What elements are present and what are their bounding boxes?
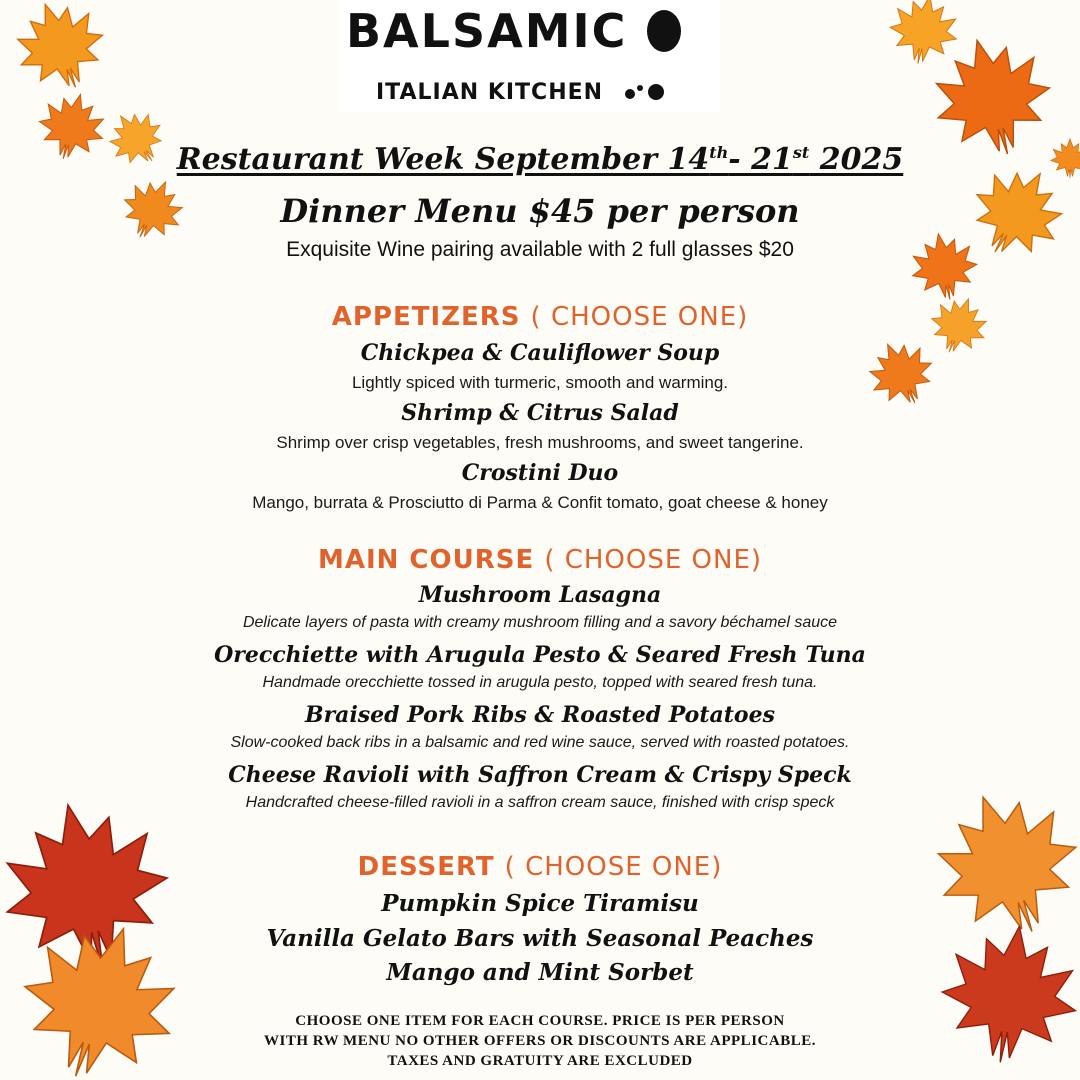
olive-icon [620, 81, 674, 101]
wine-pairing-line: Exquisite Wine pairing available with 2 full glasses $20 [286, 238, 794, 261]
olive-icon [645, 5, 683, 53]
appetizers-heading: APPETIZERS ( CHOOSE ONE) [331, 302, 749, 332]
maple-leaf-icon [10, 0, 110, 90]
menu-item-desc: Handcrafted cheese-filled ravioli in a saffron cream sauce, finished with crisp speck [245, 794, 835, 811]
menu-item-desc: Delicate layers of pasta with creamy mushroom filling and a savory béchamel sauce [242, 614, 838, 631]
footer-line: CHOOSE ONE ITEM FOR EACH COURSE. PRICE IS PER PERSON [295, 1013, 785, 1029]
menu-item-name: Orecchiette with Arugula Pesto & Seared Fresh Tuna [214, 642, 866, 668]
menu-item-name: Crostini Duo [461, 460, 619, 486]
menu-item-name: Mango and Mint Sorbet [386, 959, 694, 986]
footer-note [0, 1011, 1080, 1071]
footer-line: WITH RW MENU NO OTHER OFFERS OR DISCOUNTS ARE APPLICABLE. [264, 1033, 816, 1049]
page-title: Restaurant Week September 14th- 21st 2025 [176, 142, 904, 177]
menu-item-name: Shrimp & Citrus Salad [401, 400, 679, 426]
menu-item-desc: Slow-cooked back ribs in a balsamic and red wine sauce, served with roasted potatoes. [230, 734, 850, 751]
maple-leaf-icon [932, 36, 1052, 156]
price-line: Dinner Menu $45 per person [280, 192, 800, 230]
footer-line: TAXES AND GRATUITY ARE EXCLUDED [387, 1053, 693, 1069]
menu-item-name: Pumpkin Spice Tiramisu [381, 890, 699, 917]
menu-item-desc: Lightly spiced with turmeric, smooth and warming. [351, 373, 729, 392]
menu-item-name: Vanilla Gelato Bars with Seasonal Peaches [266, 925, 814, 952]
menu-item-name: Cheese Ravioli with Saffron Cream & Crispy Speck [228, 762, 852, 788]
brand-name: BALSAMIC [346, 4, 683, 58]
menu-item-name: Braised Pork Ribs & Roasted Potatoes [305, 702, 775, 728]
main-course-heading: MAIN COURSE ( CHOOSE ONE) [317, 545, 763, 575]
menu-item-desc: Shrimp over crisp vegetables, fresh mushrooms, and sweet tangerine. [276, 433, 804, 452]
menu-item-desc: Mango, burrata & Prosciutto di Parma & Confit tomato, goat cheese & honey [252, 493, 828, 512]
menu-item-name: Mushroom Lasagna [418, 582, 662, 608]
dessert-heading: DESSERT ( CHOOSE ONE) [357, 852, 723, 882]
brand-subtitle: ITALIAN KITCHEN [376, 80, 674, 105]
menu-item-name: Chickpea & Cauliflower Soup [360, 340, 720, 366]
menu-item-desc: Handmade orecchiette tossed in arugula pesto, topped with seared fresh tuna. [262, 674, 818, 691]
